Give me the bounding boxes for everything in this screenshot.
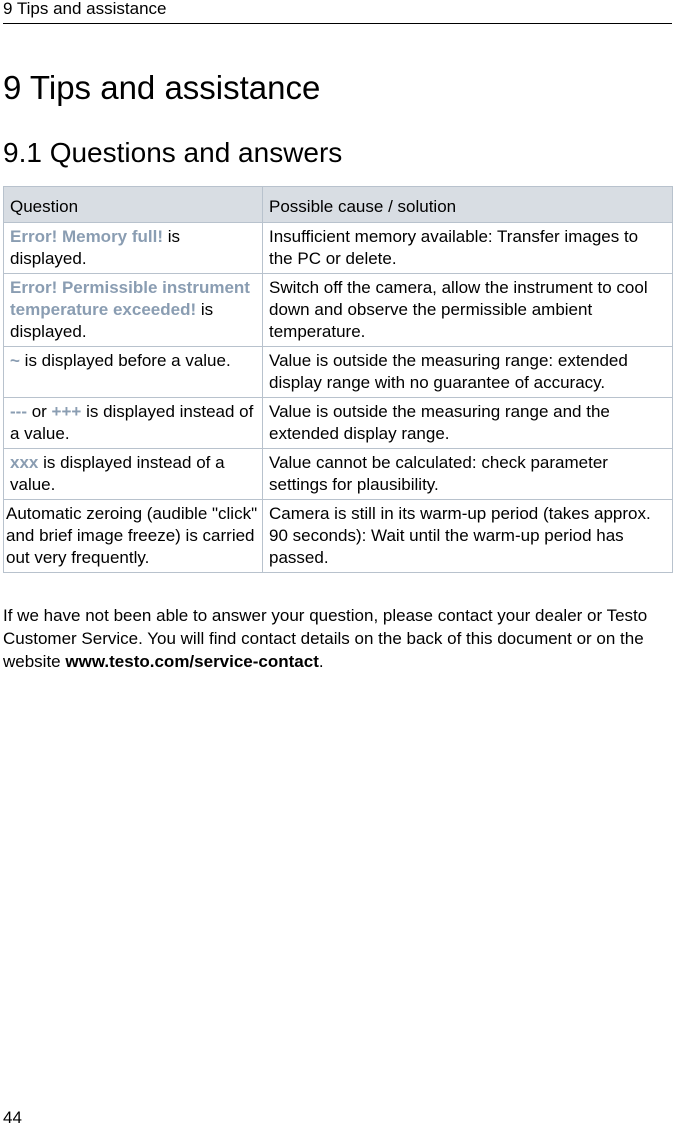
- message-highlight: Error! Memory full!: [10, 227, 164, 246]
- message-highlight: xxx: [10, 453, 39, 472]
- contact-text: If we have not been able to answer your question, please contact your dealer or Testo Customer Service. You will find contact details on the back of this document or on the website: [3, 606, 648, 671]
- answer-cell: Camera is still in its warm-up period (takes approx. 90 seconds): Wait until the warm-up period has passed.: [263, 500, 673, 573]
- table-header-row: [4, 187, 673, 223]
- table-row: [4, 274, 673, 347]
- question-cell: [4, 347, 263, 398]
- column-header-question: Question: [4, 187, 263, 223]
- answer-cell: Insufficient memory available: Transfer images to the PC or delete.: [263, 223, 673, 274]
- question-text-mid: or: [26, 402, 52, 421]
- question-cell: Automatic zeroing (audible "click" and brief image freeze) is carried out very frequently.: [4, 500, 263, 573]
- answer-cell: Value is outside the measuring range: extended display range with no guarantee of accuracy.: [263, 347, 673, 398]
- answer-cell: Value is outside the measuring range and the extended display range.: [263, 398, 673, 449]
- contact-end: .: [318, 652, 324, 671]
- table-row: [4, 347, 673, 398]
- question-cell: [4, 274, 263, 347]
- service-contact-link[interactable]: www.testo.com/service-contact: [65, 652, 319, 671]
- table-row: [4, 398, 673, 449]
- question-text: is displayed instead of a value.: [10, 453, 225, 494]
- contact-paragraph: [3, 604, 674, 673]
- message-highlight-2: +++: [51, 402, 82, 421]
- message-highlight: Error! Permissible instrument temperature exceeded!: [10, 278, 250, 319]
- answer-cell: Value cannot be calculated: check parameter settings for plausibility.: [263, 449, 673, 500]
- page-number: 44: [3, 1108, 22, 1127]
- table-row: [4, 449, 673, 500]
- table-row: [4, 223, 673, 274]
- running-header: 9 Tips and assistance: [3, 0, 672, 24]
- question-text: is displayed before a value.: [19, 351, 231, 370]
- question-text: is displayed.: [10, 300, 214, 341]
- questions-answers-table: [3, 186, 673, 573]
- question-cell: [4, 398, 263, 449]
- answer-cell: Switch off the camera, allow the instrument to cool down and observe the permissible ambient temperature.: [263, 274, 673, 347]
- question-cell: [4, 223, 263, 274]
- column-header-solution: Possible cause / solution: [263, 187, 673, 223]
- question-text: is displayed instead of a value.: [10, 402, 254, 443]
- question-text: is displayed.: [10, 227, 181, 268]
- chapter-title: 9 Tips and assistance: [3, 69, 321, 106]
- table-row: [4, 500, 673, 573]
- question-cell: [4, 449, 263, 500]
- message-highlight: ~: [10, 351, 20, 370]
- section-title: 9.1 Questions and answers: [3, 137, 343, 168]
- message-highlight: ---: [10, 402, 27, 421]
